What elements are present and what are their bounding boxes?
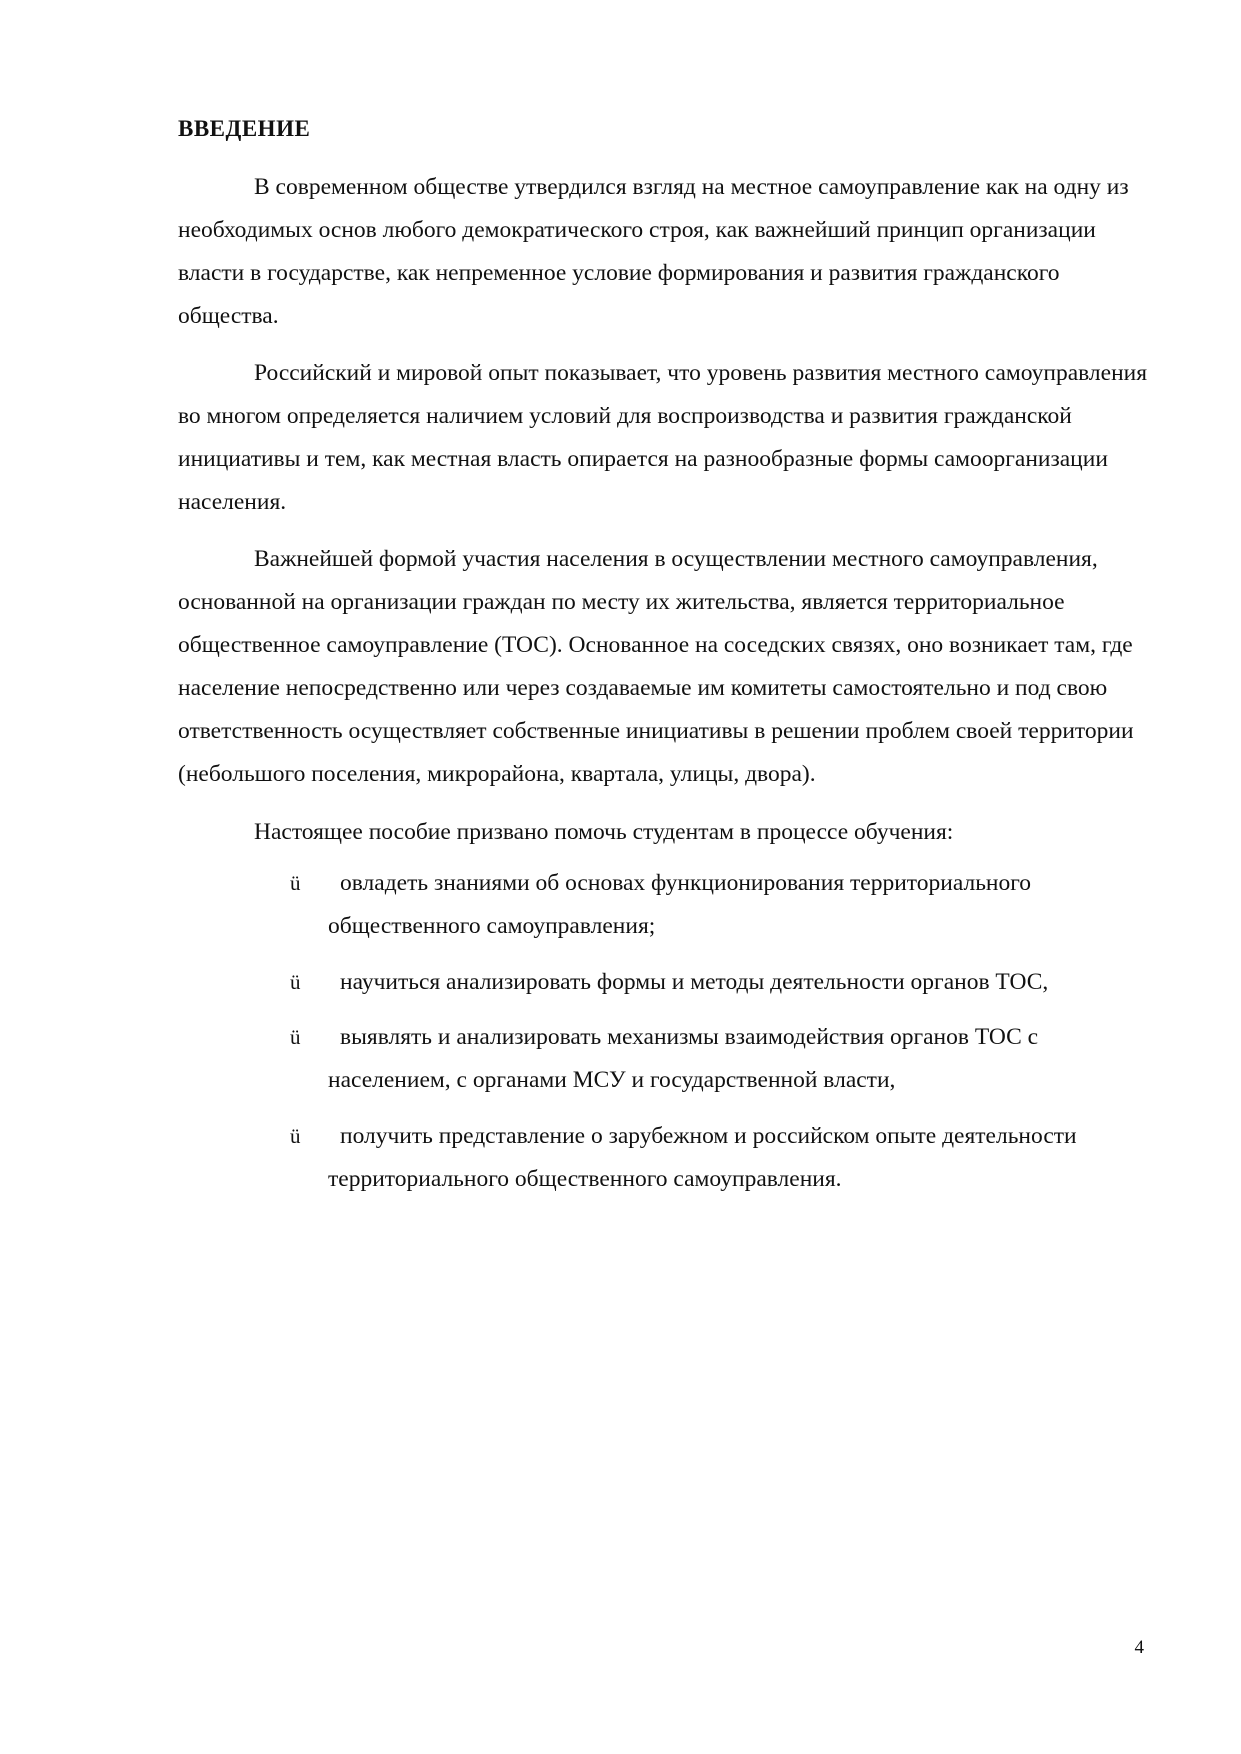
paragraph: [178, 166, 1148, 338]
paragraph-text: Российский и мировой опыт показывает, что уровень развития местного самоуправления во многом определяется наличием условий для воспроизводства и развития гражданской инициативы и тем, как местная власть опирается на разнообразные формы самоорганизации населения.: [178, 360, 1148, 515]
paragraph: [178, 811, 1148, 854]
paragraph: [178, 352, 1148, 524]
checkmark-bullet-icon: ü: [290, 1124, 301, 1148]
checkmark-bullet-icon: ü: [290, 970, 301, 994]
checkmark-bullet-icon: ü: [290, 1025, 301, 1049]
page-number: 4: [1134, 1637, 1144, 1658]
list-item: [290, 1016, 1158, 1102]
paragraph: [178, 538, 1160, 796]
list-item-text: научиться анализировать формы и методы деятельности органов ТОС,: [340, 969, 1049, 995]
list-item-text: получить представление о зарубежном и российском опыте деятельности территориального общественного самоуправления.: [328, 1123, 1077, 1192]
list-item-text: выявлять и анализировать механизмы взаимодействия органов ТОС с населением, с органами МСУ и государственной власти,: [328, 1024, 1039, 1093]
list-item-text: овладеть знаниями об основах функционирования территориального общественного самоуправления;: [328, 870, 1032, 939]
paragraph-text: Важнейшей формой участия населения в осуществлении местного самоуправления, основанной на организации граждан по месту их жительства, является территориальное общественное самоуправление (ТОС). Основанное на соседских связях, оно возникает там, где население непосредственно или через создаваемые им комитеты самостоятельно и под свою ответственность осуществляет собственные инициативы в решении проблем своей территории (небольшого поселения, микрорайона, квартала, улицы, двора).: [178, 546, 1134, 787]
paragraph-text: В современном обществе утвердился взгляд на местное самоуправление как на одну из необходимых основ любого демократического строя, как важнейший принцип организации власти в государстве, как непременное условие формирования и развития гражданского общества.: [178, 174, 1129, 329]
checkmark-bullet-icon: ü: [290, 871, 301, 895]
list-item: [290, 1115, 1158, 1201]
list-item: [290, 862, 1158, 948]
paragraph-text: Настоящее пособие призвано помочь студентам в процессе обучения:: [254, 819, 954, 845]
section-heading: ВВЕДЕНИЕ: [178, 116, 311, 141]
list-item: [290, 961, 1158, 1004]
